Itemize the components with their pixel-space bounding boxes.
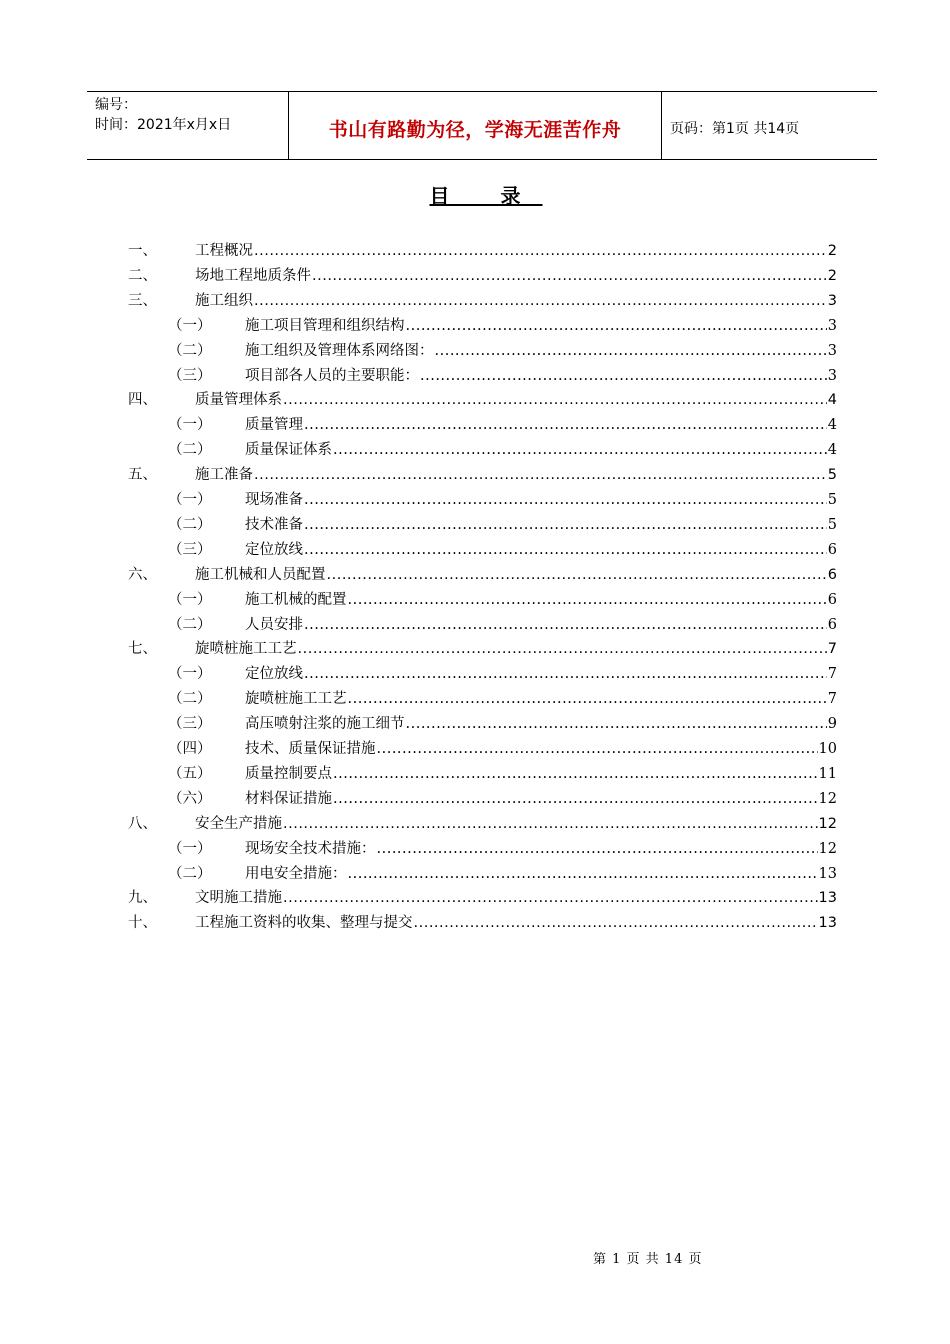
toc-entry-number: （六） [168,790,212,807]
toc-entry-page: 13 [818,915,837,932]
toc-entry-label: 材料保证措施 [245,790,332,807]
toc-entry-number: 九、 [128,890,157,907]
toc-entry-page: 6 [827,541,837,558]
toc-entry[interactable] [128,884,837,909]
toc-dot-leader [254,243,827,259]
toc-entry-page: 4 [827,392,837,409]
toc-dot-leader [283,816,818,832]
toc-dot-leader [304,542,827,558]
toc-entry-label: 旋喷桩施工工艺 [195,641,297,658]
toc-entry-label: 质量管理 [245,417,303,434]
toc-entry-label: 项目部各人员的主要职能： [245,367,419,384]
toc-dot-leader [304,617,827,633]
toc-entry-page: 3 [827,292,837,309]
toc-entry-page: 6 [827,591,837,608]
toc-entry[interactable] [128,287,837,312]
toc-dot-leader [333,442,827,458]
toc-entry-number: （一） [168,417,212,434]
toc-entry-page: 13 [818,865,837,882]
toc-dot-leader [327,567,827,583]
toc-entry-number: 七、 [128,641,157,658]
toc-entry-label: 技术、质量保证措施 [245,741,376,757]
toc-entry[interactable] [168,760,837,785]
toc-entry-page: 2 [827,267,837,284]
header-page-label: 页码：第1页 共14页 [670,121,800,137]
toc-entry-page: 7 [827,666,837,683]
toc-entry-label: 施工机械和人员配置 [195,566,326,583]
toc-entry-page: 7 [827,691,837,708]
toc-entry[interactable] [128,810,837,835]
toc-entry[interactable] [168,611,837,636]
toc-entry-label: 现场准备 [245,492,303,508]
toc-entry-label: 施工组织 [195,292,253,309]
toc-entry-number: 六、 [128,566,157,583]
toc-entry-label: 定位放线 [245,666,303,683]
toc-title: 目 录 [429,184,543,208]
toc-entry-number: 二、 [128,267,157,284]
toc-entry-page: 11 [818,765,837,782]
toc-dot-leader [406,716,827,732]
toc-entry-number: （三） [168,716,212,733]
toc-entry[interactable] [128,635,837,660]
toc-entry-label: 场地工程地质条件 [195,267,311,284]
toc-entry-label: 工程概况 [195,243,253,259]
toc-entry-page: 3 [827,367,837,384]
toc-entry-number: （二） [168,691,212,708]
toc-entry-number: 五、 [128,467,157,484]
toc-entry[interactable] [128,386,837,411]
toc-entry-number: （一） [168,840,212,857]
toc-entry-number: 十、 [128,915,157,932]
toc-entry[interactable] [168,685,837,710]
toc-entry-page: 12 [818,790,837,807]
toc-entry-label: 质量管理体系 [195,392,282,409]
toc-entry[interactable] [168,362,837,387]
toc-entry-label: 工程施工资料的收集、整理与提交 [195,915,413,932]
header-meta [95,95,231,135]
toc-entry-page: 6 [827,566,837,583]
toc-entry-label: 质量保证体系 [245,442,332,459]
toc-entry-number: （一） [168,492,212,508]
toc-entry-page: 13 [818,890,837,907]
toc-entry-number: （一） [168,591,212,608]
toc-entry[interactable] [168,411,837,436]
toc-entry-number: （五） [168,765,212,782]
toc-entry-page: 7 [827,641,837,658]
code-label: 编号： [95,97,137,113]
toc-entry[interactable] [128,461,837,486]
toc-entry-label: 旋喷桩施工工艺 [245,691,347,708]
toc-entry-label: 技术准备 [245,516,303,533]
toc-entry[interactable] [168,312,837,337]
toc-entry-number: （一） [168,317,212,334]
toc-entry-number: 三、 [128,292,157,309]
toc-entry-page: 6 [827,616,837,633]
toc-dot-leader [435,343,827,359]
toc-entry-label: 人员安排 [245,616,303,633]
toc-dot-leader [254,293,827,309]
toc-entry-number: （二） [168,616,212,633]
toc-dot-leader [304,417,827,433]
toc-entry-number: 八、 [128,815,157,832]
toc-entry[interactable] [168,486,837,511]
toc-entry-label: 质量控制要点 [245,765,332,782]
toc-dot-leader [377,841,818,857]
toc-dot-leader [348,691,827,707]
toc-entry[interactable] [168,436,837,461]
toc-entry[interactable] [128,262,837,287]
toc-dot-leader [298,641,827,657]
toc-dot-leader [283,890,818,906]
toc-entry[interactable] [168,586,837,611]
toc-entry[interactable] [128,561,837,586]
toc-entry-label: 定位放线 [245,541,303,558]
toc-entry[interactable] [168,860,837,885]
toc-entry-page: 5 [827,492,837,508]
toc-dot-leader [304,492,827,508]
toc-dot-leader [312,268,827,284]
toc-dot-leader [254,467,827,483]
toc-entry-number: 四、 [128,392,157,409]
date-label: 时间：2021年x月x日 [95,117,232,133]
toc-entry-label: 施工组织及管理体系网络图： [245,342,434,359]
toc-entry-page: 3 [827,317,837,334]
toc-entry[interactable] [168,785,837,810]
toc-entry-page: 3 [827,342,837,359]
toc-entry[interactable] [168,511,837,536]
toc-entry[interactable] [168,660,837,685]
toc-entry-label: 高压喷射注浆的施工细节 [245,716,405,733]
toc-entry-page: 5 [827,516,837,533]
toc-dot-leader [414,915,818,931]
toc-entry[interactable] [168,735,837,760]
toc-entry-page: 2 [827,243,837,259]
toc-entry-number: （三） [168,541,212,558]
toc-entry-label: 施工准备 [195,467,253,484]
page-footer: 第 1 页 共 14 页 [593,1252,703,1267]
toc-entry-label: 用电安全措施： [245,865,347,882]
toc-entry-number: 一、 [128,243,157,259]
toc-dot-leader [333,766,818,782]
toc-entry[interactable] [128,909,837,934]
toc-dot-leader [348,866,818,882]
toc-entry[interactable] [168,536,837,561]
toc-entry-page: 4 [827,417,837,434]
toc-entry-number: （二） [168,516,212,533]
toc-dot-leader [283,392,827,408]
toc-entry-page: 5 [827,467,837,484]
toc-entry-number: （二） [168,442,212,459]
toc-entry[interactable] [168,710,837,735]
toc-entry[interactable] [168,337,837,362]
toc-entry-page: 10 [818,741,837,757]
toc-entry-number: （一） [168,666,212,683]
toc-entry[interactable] [168,835,837,860]
toc-entry-label: 文明施工措施 [195,890,282,907]
toc-dot-leader [304,666,827,682]
toc-entry-label: 施工项目管理和组织结构 [245,317,405,334]
page-header [87,91,877,160]
toc-dot-leader [377,741,818,757]
toc-dot-leader [406,318,827,334]
toc-dot-leader [420,368,827,384]
header-divider [661,92,662,159]
toc-dot-leader [348,592,827,608]
header-motto: 书山有路勤为径，学海无涯苦作舟 [328,119,622,141]
toc-entry-number: （二） [168,865,212,882]
toc-entry-page: 9 [827,716,837,733]
toc-entry-page: 4 [827,442,837,459]
toc-entry-label: 现场安全技术措施： [245,840,376,857]
toc-entry-label: 安全生产措施 [195,815,282,832]
toc-dot-leader [333,791,818,807]
toc-entry[interactable] [128,237,837,262]
toc-entry-label: 施工机械的配置 [245,591,347,608]
toc-entry-number: （三） [168,367,212,384]
toc-entry-number: （二） [168,342,212,359]
toc-entry-page: 12 [818,815,837,832]
toc-entry-number: （四） [168,741,212,757]
toc-dot-leader [304,517,827,533]
toc-entry-page: 12 [818,840,837,857]
